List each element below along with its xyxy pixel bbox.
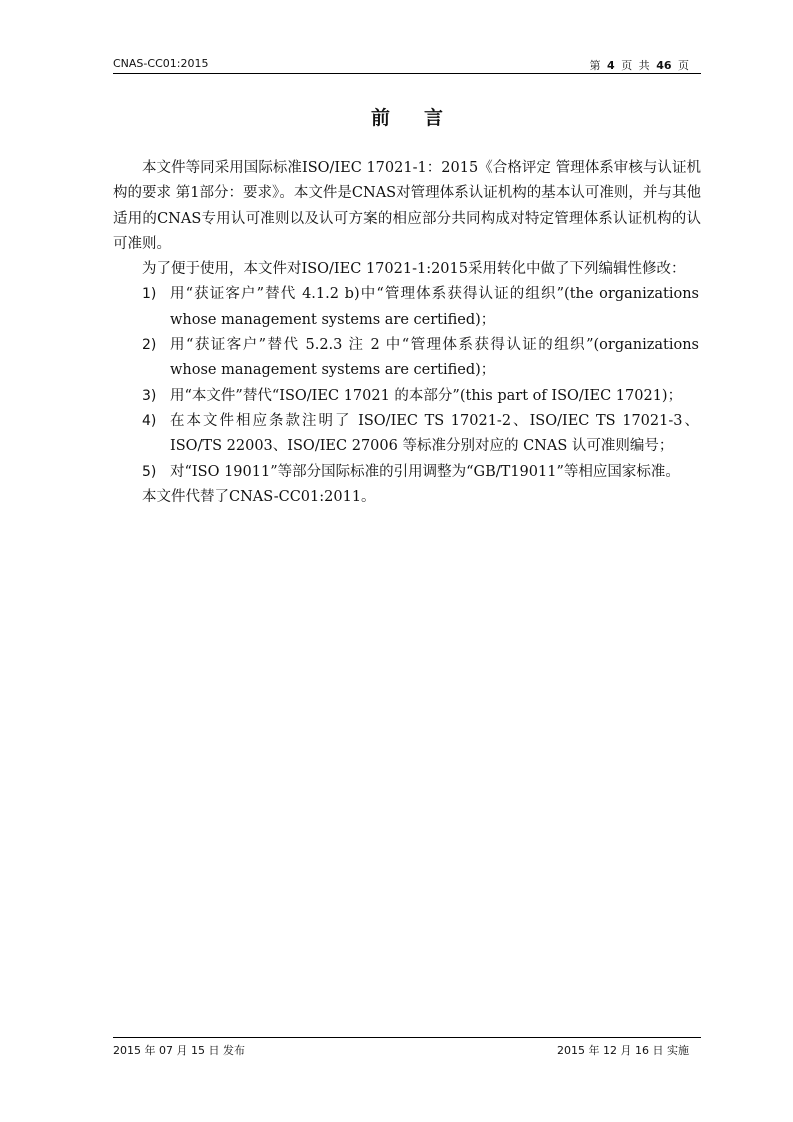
list-item-number: 4)	[142, 412, 157, 429]
intro-paragraph: 本文件等同采用国际标准ISO/IEC 17021-1：2015《合格评定 管理体系审核与认证机构的要求 第1部分：要求》。本文件是CNAS对管理体系认证机构的基本认可准则，并与其他适用的CNAS专用认可准则以及认可方案的相应部分共同构成对特定管理体系认证机构的认可准则。	[113, 160, 701, 252]
page-footer	[113, 1037, 701, 1058]
editorial-changes-list	[113, 282, 701, 484]
list-item-text: 在本文件相应条款注明了 ISO/IEC TS 17021-2、ISO/IEC TS 17021-3、ISO/TS 22003、ISO/IEC 27006 等标准分别对应的 CNAS 认可准则编号；	[170, 412, 699, 455]
page-label-suffix: 页	[678, 59, 689, 72]
list-item-text: 用“获证客户”替代 4.1.2 b)中“管理体系获得认证的组织”(the organizations whose management systems are certified)；	[170, 286, 699, 328]
list-item-text: 用“本文件”替代“ISO/IEC 17021 的本部分”(this part of ISO/IEC 17021)；	[170, 387, 683, 404]
editorial-changes-paragraph: 为了便于使用，本文件对ISO/IEC 17021-1:2015采用转化中做了下列编辑性修改：	[142, 261, 686, 278]
list-item	[113, 282, 699, 333]
list-item	[113, 460, 699, 485]
list-item	[113, 409, 699, 460]
document-body	[113, 156, 701, 510]
implement-date: 2015 年 12 月 16 日 实施	[557, 1044, 689, 1057]
page-header	[113, 55, 701, 74]
list-item	[113, 333, 699, 384]
list-item-number: 5)	[142, 463, 157, 480]
list-item-number: 2)	[142, 337, 157, 354]
list-item-number: 1)	[142, 286, 157, 303]
page-number: 4	[607, 59, 615, 72]
document-code: CNAS-CC01:2015	[113, 57, 209, 70]
list-item	[113, 384, 699, 409]
section-title: 前言	[370, 107, 477, 129]
closing-paragraph: 本文件代替了CNAS-CC01:2011。	[142, 488, 376, 505]
page-total: 46	[656, 59, 672, 72]
page-indicator	[590, 57, 689, 73]
publish-date: 2015 年 07 月 15 日 发布	[113, 1044, 245, 1057]
list-item-text: 用“获证客户”替代 5.2.3 注 2 中“管理体系获得认证的组织”(organizations whose management systems are certified)；	[170, 337, 699, 379]
list-item-text: 对“ISO 19011”等部分国际标准的引用调整为“GB/T19011”等相应国家标准。	[170, 463, 680, 480]
page-label-middle: 页 共	[621, 59, 650, 72]
page-label-prefix: 第	[589, 59, 601, 72]
list-item-number: 3)	[142, 387, 157, 404]
